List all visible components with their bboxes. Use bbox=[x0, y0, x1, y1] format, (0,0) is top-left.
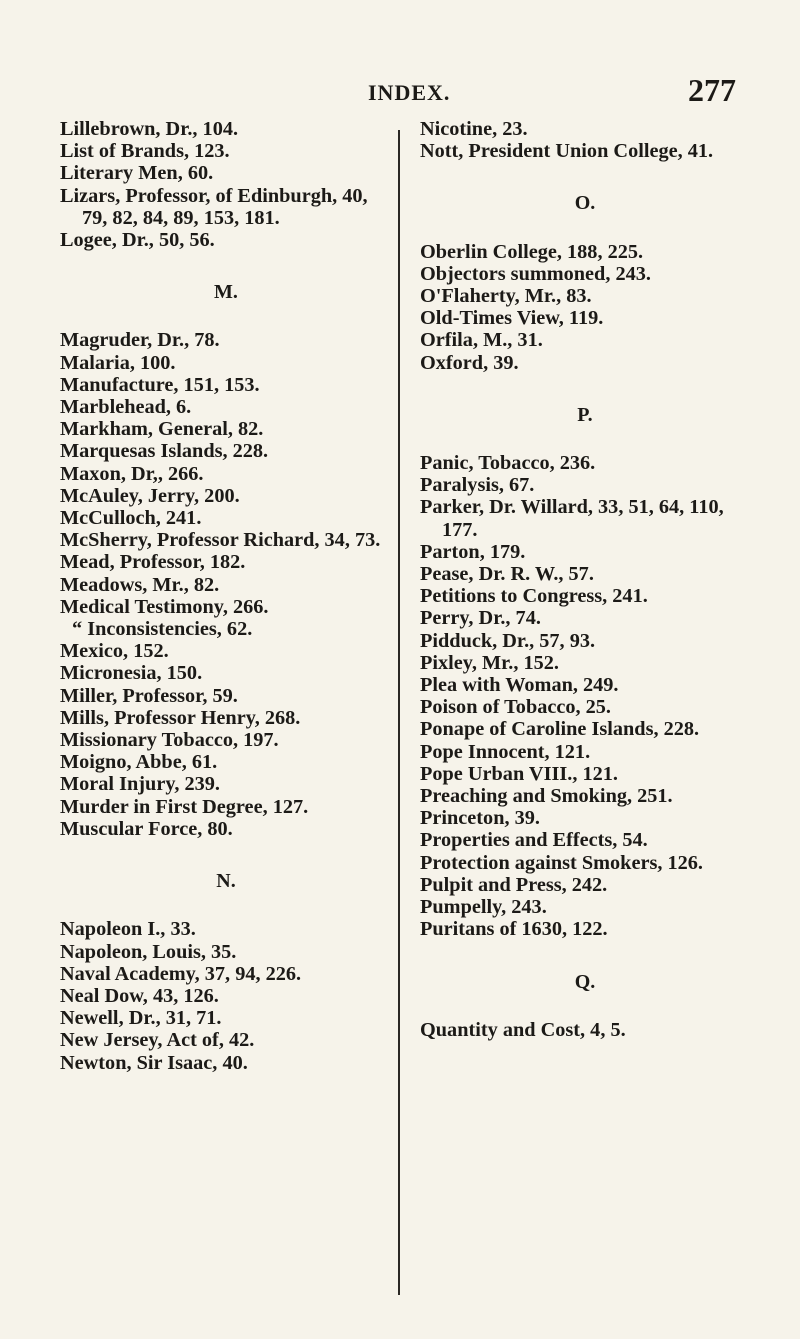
index-entry: Mead, Professor, 182. bbox=[60, 551, 246, 574]
entry-group-n bbox=[60, 918, 392, 1073]
index-entry: Napoleon, Louis, 35. bbox=[60, 940, 237, 963]
index-entry: Nott, President Union College, 41. bbox=[420, 140, 714, 163]
index-entry: Moigno, Abbe, 61. bbox=[60, 751, 218, 774]
entry-group-q bbox=[420, 1019, 750, 1041]
section-letter-n: N. bbox=[216, 870, 236, 893]
index-entry: Murder in First Degree, 127. bbox=[60, 795, 309, 818]
index-entry: Pixley, Mr., 152. bbox=[420, 651, 559, 674]
section-letter-p: P. bbox=[577, 403, 593, 426]
index-entry: Manufacture, 151, 153. bbox=[60, 373, 260, 396]
index-entry: New Jersey, Act of, 42. bbox=[60, 1029, 255, 1052]
column-divider bbox=[398, 130, 400, 1295]
entry-group-p bbox=[420, 452, 750, 940]
index-entry: McSherry, Professor Richard, 34, 73. bbox=[60, 529, 381, 552]
index-entry: Oberlin College, 188, 225. bbox=[420, 240, 644, 263]
index-entry: Properties and Effects, 54. bbox=[420, 829, 648, 852]
index-entry: Paralysis, 67. bbox=[420, 474, 535, 497]
index-entry: Panic, Tobacco, 236. bbox=[420, 452, 596, 475]
index-entry: Orfila, M., 31. bbox=[420, 329, 543, 352]
index-entry: Objectors summoned, 243. bbox=[420, 262, 651, 285]
section-letter-q: Q. bbox=[574, 970, 596, 993]
index-entry: Plea with Woman, 249. bbox=[420, 674, 619, 697]
index-entry: Quantity and Cost, 4, 5. bbox=[420, 1018, 626, 1041]
index-entry: Marquesas Islands, 228. bbox=[60, 440, 269, 463]
index-entry: Oxford, 39. bbox=[420, 351, 519, 374]
index-entry: List of Brands, 123. bbox=[60, 140, 230, 163]
index-entry: McCulloch, 241. bbox=[60, 507, 202, 530]
index-entry: Missionary Tobacco, 197. bbox=[60, 729, 279, 752]
index-entry: Mills, Professor Henry, 268. bbox=[60, 706, 301, 729]
index-entry: Pidduck, Dr., 57, 93. bbox=[420, 629, 596, 652]
index-entry: Lizars, Professor, of Edinburgh, 40, 79, 82, 84, 89, 153, 181. bbox=[60, 184, 368, 229]
index-entry: Poison of Tobacco, 25. bbox=[420, 696, 612, 719]
index-entry: Literary Men, 60. bbox=[60, 162, 214, 185]
index-entry: “ Inconsistencies, 62. bbox=[72, 618, 253, 641]
index-entry: Neal Dow, 43, 126. bbox=[60, 984, 219, 1007]
index-entry: Protection against Smokers, 126. bbox=[420, 851, 703, 874]
entry-group-o bbox=[420, 241, 750, 374]
entry-group-n-continued bbox=[420, 118, 750, 162]
index-entry: McAuley, Jerry, 200. bbox=[60, 484, 240, 507]
index-entry: Pope Urban VIII., 121. bbox=[420, 762, 618, 785]
section-letter-o: O. bbox=[574, 192, 596, 215]
index-entry: Muscular Force, 80. bbox=[60, 817, 233, 840]
index-entry: Malaria, 100. bbox=[60, 351, 176, 374]
index-entry: Preaching and Smoking, 251. bbox=[420, 785, 673, 808]
page-number: 277 bbox=[688, 72, 736, 108]
index-entry: Perry, Dr., 74. bbox=[420, 607, 541, 630]
index-entry: Miller, Professor, 59. bbox=[60, 684, 238, 707]
index-entry: Parker, Dr. Willard, 33, 51, 64, 110, 177. bbox=[420, 496, 724, 541]
index-entry: Parton, 179. bbox=[420, 540, 526, 563]
index-entry: Micronesia, 150. bbox=[60, 662, 203, 685]
index-entry: Princeton, 39. bbox=[420, 807, 540, 830]
index-entry: Pulpit and Press, 242. bbox=[420, 873, 608, 896]
index-entry: Magruder, Dr., 78. bbox=[60, 329, 220, 352]
entry-group-m bbox=[60, 329, 392, 840]
index-entry: Pope Innocent, 121. bbox=[420, 740, 591, 763]
index-entry: Puritans of 1630, 122. bbox=[420, 918, 608, 941]
index-entry: O'Flaherty, Mr., 83. bbox=[420, 285, 592, 308]
running-head bbox=[0, 72, 800, 116]
index-entry: Markham, General, 82. bbox=[60, 418, 264, 441]
page-title: INDEX. bbox=[368, 80, 451, 105]
index-entry: Lillebrown, Dr., 104. bbox=[60, 118, 239, 140]
entry-group-l bbox=[60, 118, 392, 251]
index-entry: Newell, Dr., 31, 71. bbox=[60, 1007, 222, 1030]
index-entry: Old-Times View, 119. bbox=[420, 307, 604, 330]
index-entry: Naval Academy, 37, 94, 226. bbox=[60, 962, 302, 985]
index-entry: Maxon, Dr,, 266. bbox=[60, 462, 204, 485]
index-entry: Petitions to Congress, 241. bbox=[420, 585, 648, 608]
index-entry: Moral Injury, 239. bbox=[60, 773, 220, 796]
index-entry: Meadows, Mr., 82. bbox=[60, 573, 220, 596]
left-column bbox=[60, 118, 392, 1074]
index-entry: Newton, Sir Isaac, 40. bbox=[60, 1051, 248, 1074]
index-entry: Marblehead, 6. bbox=[60, 396, 192, 419]
index-entry: Mexico, 152. bbox=[60, 640, 169, 663]
index-entry: Pease, Dr. R. W., 57. bbox=[420, 563, 594, 586]
index-entry: Medical Testimony, 266. bbox=[60, 595, 269, 618]
index-entry: Pumpelly, 243. bbox=[420, 896, 547, 919]
index-entry: Logee, Dr., 50, 56. bbox=[60, 229, 215, 252]
index-entry: Nicotine, 23. bbox=[420, 118, 528, 140]
section-letter-m: M. bbox=[214, 281, 238, 304]
index-entry: Ponape of Caroline Islands, 228. bbox=[420, 718, 700, 741]
index-entry: Napoleon I., 33. bbox=[60, 918, 196, 941]
right-column bbox=[420, 118, 750, 1041]
